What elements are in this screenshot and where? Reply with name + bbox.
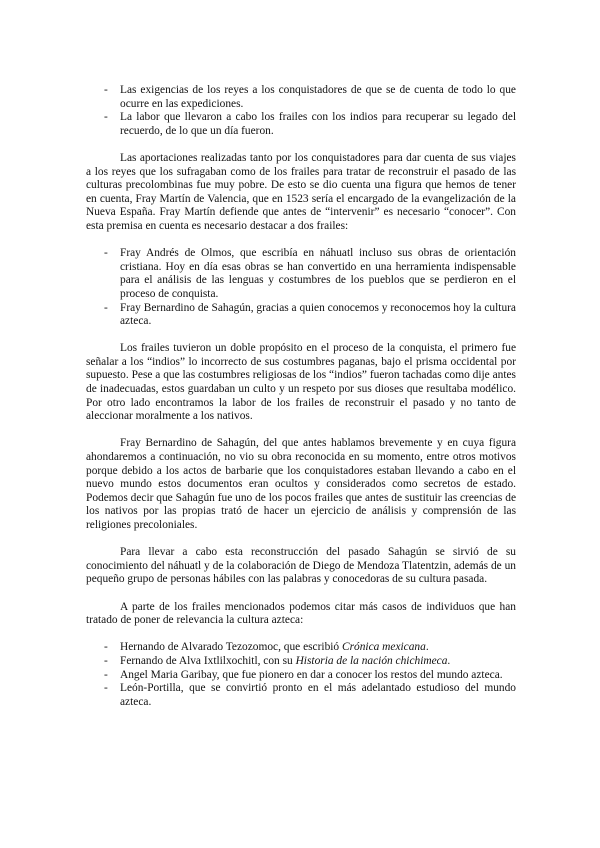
bullet-dash: - (104, 682, 108, 695)
bullet-dash: - (104, 111, 108, 124)
list-individuos (86, 641, 516, 709)
bullet-dash: - (104, 247, 108, 260)
list-item-text: Fray Bernardino de Sahagún, gracias a quien conocemos y reconocemos hoy la cultura azteca. (120, 301, 516, 328)
list-item (86, 682, 516, 709)
list-item-text: Angel Maria Garibay, que fue pionero en dar a conocer los restos del mundo azteca. (120, 668, 503, 681)
list-item (86, 655, 516, 669)
list-item-text: Hernando de Alvarado Tezozomoc, que escribió (120, 641, 342, 654)
paragraph-reconstruccion: Para llevar a cabo esta reconstrucción del pasado Sahagún se sirvió de su conocimiento del náhuatl y de la colaboración de Diego de Mendoza Tlatentzin, además de un pequeño grupo de personas hábiles con las palabras y conocedoras de su cultura pasada. (86, 546, 516, 586)
list-item-text: León-Portilla, que se convirtió pronto en el más adelantado estudioso del mundo azteca. (120, 682, 516, 708)
list-item (86, 247, 516, 301)
list-item-text: Fernando de Alva Ixtlilxochitl, con su (120, 654, 296, 667)
list-item (86, 669, 516, 683)
list-item (86, 641, 516, 655)
bullet-dash: - (104, 641, 108, 654)
bullet-dash: - (104, 654, 108, 667)
document-page (86, 84, 516, 709)
list-item (86, 302, 516, 329)
paragraph-otros-casos: A parte de los frailes mencionados podemos citar más casos de individuos que han tratado de poner de relevancia la cultura azteca: (86, 600, 516, 627)
list-item (86, 84, 516, 111)
list-item-text: Las exigencias de los reyes a los conquistadores de que se de cuenta de todo lo que ocurre en las expediciones. (120, 84, 516, 110)
list-item-punct: . (425, 641, 429, 654)
book-title: Historia de la nación chichimeca (295, 654, 448, 667)
book-title: Crónica mexicana (341, 641, 426, 654)
list-item (86, 111, 516, 138)
list-frailes (86, 247, 516, 329)
paragraph-sahagun: Fray Bernardino de Sahagún, del que antes hablamos brevemente y en cuya figura ahondaremos a continuación, no vio su obra reconocida en su momento, entre otros motivos porque debido a los actos de barbarie que los conquistadores estaban llevando a cabo en el nuevo mundo estos documentos eran ocultos y considerados como secretos de estado. Podemos decir que Sahagún fue uno de los pocos frailes que antes de sustituir las creencias de los nativos por las propias trató de hacer un ejercicio de análisis y comprensión de las religiones precoloniales. (86, 437, 516, 531)
list-item-punct: . (447, 654, 451, 667)
list-reports (86, 84, 516, 138)
paragraph-aportaciones: Las aportaciones realizadas tanto por los conquistadores para dar cuenta de sus viajes a los reyes que los sufragaban como de los frailes para tratar de reconstruir el pasado de las culturas precolombinas fue muy pobre. De esto se dio cuenta una figura que hemos de tener en cuenta, Fray Martín de Valencia, que en 1523 sería el encargado de la evangelización de la Nueva España. Fray Martín defiende que antes de “intervenir” es necesario “conocer”. Con esta premisa en cuenta es necesario destacar a dos frailes: (86, 151, 516, 232)
list-item-text: Fray Andrés de Olmos, que escribía en náhuatl incluso sus obras de orientación cristiana. Hoy en día esas obras se han convertido en una herramienta indispensable para el análisis de las lenguas y costumbres de los pueblos que se perdieron en el proceso de conquista. (120, 247, 516, 300)
bullet-dash: - (104, 301, 108, 314)
list-item-text: La labor que llevaron a cabo los frailes con los indios para recuperar su legado del recuerdo, de lo que un día fueron. (120, 111, 516, 137)
bullet-dash: - (104, 668, 108, 681)
paragraph-proposito: Los frailes tuvieron un doble propósito en el proceso de la conquista, el primero fue señalar a los “indios” lo incorrecto de sus costumbres paganas, bajo el prisma occidental por supuesto. Pese a que las costumbres religiosas de los “indios” fueron tachadas como dije antes de inadecuadas, estos guardaban un culto y un respeto por sus dioses que resultaba modélico. Por otro lado encontramos la labor de los frailes de reconstruir el pasado y no tanto de aleccionar moralmente a los nativos. (86, 342, 516, 423)
bullet-dash: - (104, 84, 108, 96)
